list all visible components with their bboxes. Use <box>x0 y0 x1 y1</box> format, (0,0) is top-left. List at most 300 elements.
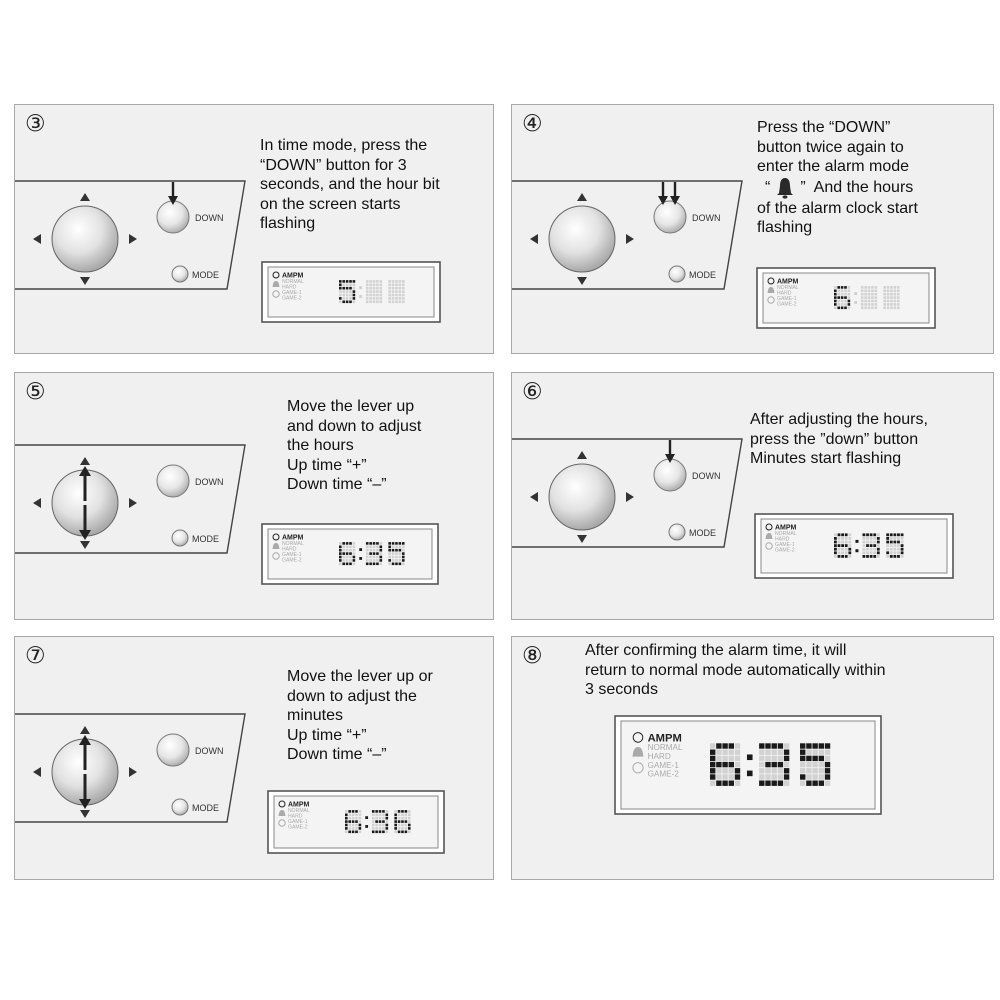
lcd-pixel-off <box>380 542 383 545</box>
lcd-pixel-on <box>897 541 900 544</box>
lcd-pixel-off <box>373 546 376 549</box>
lcd-pixel-on <box>877 537 880 540</box>
lcd-pixel-off <box>339 542 342 545</box>
lcd-pixel-off <box>398 817 401 820</box>
lcd-pixel-off <box>759 756 764 761</box>
lcd-display <box>261 523 439 590</box>
lcd-pixel-off <box>380 287 383 290</box>
lcd-pixel-off <box>848 544 851 547</box>
lcd-pixel-on <box>800 756 805 761</box>
lcd-pixel-off <box>346 559 349 562</box>
description-line: Down time “–” <box>287 476 387 493</box>
lcd-pixel-off <box>345 831 348 834</box>
lcd-pixel-off <box>871 307 874 310</box>
lcd-pixel-off <box>382 827 385 830</box>
lcd-pixel-on <box>845 544 848 547</box>
lcd-pixel-on <box>394 820 397 823</box>
lcd-colon-dot <box>855 549 858 552</box>
lcd-pixel-off <box>841 537 844 540</box>
lcd-pixel-off <box>838 548 841 551</box>
lcd-pixel-off <box>812 774 817 779</box>
joystick-ball <box>52 206 118 272</box>
lcd-pixel-on <box>349 280 352 283</box>
lcd-pixel-off <box>722 756 727 761</box>
lcd-pixel-off <box>382 824 385 827</box>
down-arrow-icon <box>80 810 90 818</box>
lcd-pixel-on <box>890 555 893 558</box>
lcd-colon-dot <box>747 754 753 760</box>
normal-label: NORMAL <box>777 285 799 291</box>
lcd-pixel-off <box>848 296 851 299</box>
step-panel-4 <box>511 104 994 354</box>
lcd-pixel-off <box>380 294 383 297</box>
lcd-pixel-off <box>735 762 740 767</box>
lcd-pixel-off <box>359 831 362 834</box>
lcd-pixel-on <box>353 290 356 293</box>
lcd-pixel-on <box>376 563 379 566</box>
lcd-pixel-on <box>841 544 844 547</box>
lcd-pixel-off <box>893 544 896 547</box>
lcd-pixel-off <box>893 551 896 554</box>
lcd-pixel-off <box>399 546 402 549</box>
joystick-ball <box>549 206 615 272</box>
lcd-pixel-off <box>349 284 352 287</box>
step-panel-8 <box>511 636 994 880</box>
lcd-pixel-off <box>348 817 351 820</box>
lcd-pixel-on <box>339 280 342 283</box>
lcd-pixel-off <box>369 294 372 297</box>
description-line: seconds, and the hour bit <box>260 176 440 193</box>
lcd-pixel-on <box>848 548 851 551</box>
lcd-pixel-off <box>380 552 383 555</box>
description-line: Up time “+” <box>287 726 367 744</box>
lcd-pixel-on <box>759 743 764 748</box>
lcd-pixel-off <box>735 756 740 761</box>
description-line: Move the lever up or <box>287 668 433 685</box>
lcd-pixel-on <box>819 756 824 761</box>
lcd-pixel-off <box>887 307 890 310</box>
lcd-pixel-on <box>346 280 349 283</box>
lcd-pixel-off <box>868 307 871 310</box>
lcd-pixel-off <box>352 824 355 827</box>
lcd-pixel-on <box>848 303 851 306</box>
lcd-colon-dot <box>359 548 362 551</box>
lcd-pixel-off <box>735 743 740 748</box>
lcd-pixel-off <box>388 556 391 559</box>
lcd-pixel-off <box>778 768 783 773</box>
lcd-pixel-on <box>841 296 844 299</box>
lcd-colon-dot <box>365 816 368 819</box>
lcd-pixel-off <box>897 537 900 540</box>
joystick-ball <box>549 464 615 530</box>
lcd-pixel-off <box>398 814 401 817</box>
description-line: Down time “–” <box>287 746 387 763</box>
lcd-pixel-on <box>812 756 817 761</box>
lcd-pixel-off <box>395 301 398 304</box>
lcd-pixel-off <box>837 293 840 296</box>
right-arrow-icon <box>626 234 634 244</box>
lcd-pixel-off <box>402 284 405 287</box>
lcd-pixel-off <box>349 546 352 549</box>
down-arrow-icon <box>80 541 90 549</box>
lcd-pixel-off <box>399 287 402 290</box>
down-button-label: DOWN <box>195 746 224 756</box>
left-arrow-icon <box>33 767 41 777</box>
lcd-pixel-off <box>877 533 880 536</box>
lcd-pixel-off <box>345 810 348 813</box>
ampm-label: AMPM <box>647 732 682 745</box>
lcd-pixel-off <box>871 293 874 296</box>
lcd-pixel-off <box>873 541 876 544</box>
lcd-pixel-off <box>388 284 391 287</box>
lcd-pixel-on <box>339 556 342 559</box>
step-panel-7 <box>14 636 494 880</box>
lcd-pixel-off <box>784 762 789 767</box>
lcd-pixel-off <box>399 284 402 287</box>
lcd-pixel-on <box>405 831 408 834</box>
lcd-pixel-off <box>886 544 889 547</box>
lcd-pixel-off <box>870 551 873 554</box>
lcd-pixel-off <box>873 551 876 554</box>
lcd-pixel-on <box>339 546 342 549</box>
lcd-pixel-on <box>729 743 734 748</box>
lcd-pixel-off <box>369 287 372 290</box>
lcd-pixel-off <box>369 559 372 562</box>
step-panel-6 <box>511 372 994 620</box>
lcd-pixel-off <box>353 542 356 545</box>
lcd-pixel-off <box>901 537 904 540</box>
lcd-pixel-on <box>339 559 342 562</box>
lcd-pixel-off <box>353 287 356 290</box>
lcd-pixel-off <box>897 290 900 293</box>
lcd-pixel-on <box>893 533 896 536</box>
lcd-pixel-off <box>373 556 376 559</box>
lcd-pixel-off <box>838 541 841 544</box>
lcd-pixel-off <box>392 556 395 559</box>
lcd-pixel-off <box>349 290 352 293</box>
lcd-pixel-on <box>346 287 349 290</box>
lcd-pixel-off <box>380 280 383 283</box>
lcd-pixel-off <box>841 293 844 296</box>
lcd-pixel-on <box>349 287 352 290</box>
mode-button-label: MODE <box>192 803 219 813</box>
lcd-pixel-off <box>372 817 375 820</box>
lcd-pixel-off <box>392 290 395 293</box>
game1-label: GAME-1 <box>282 290 302 296</box>
lcd-pixel-off <box>875 300 878 303</box>
lcd-pixel-on <box>342 542 345 545</box>
lcd-pixel-off <box>379 827 382 830</box>
lcd-pixel-on <box>710 750 715 755</box>
lcd-pixel-off <box>402 563 405 566</box>
lcd-pixel-off <box>388 294 391 297</box>
lcd-pixel-on <box>352 810 355 813</box>
lcd-pixel-off <box>806 762 811 767</box>
ampm-label: AMPM <box>288 801 310 809</box>
lcd-pixel-off <box>401 824 404 827</box>
lcd-pixel-on <box>402 556 405 559</box>
lcd-pixel-on <box>886 537 889 540</box>
step-number: ⑦ <box>25 643 46 669</box>
lcd-pixel-off <box>355 827 358 830</box>
lcd-pixel-on <box>784 768 789 773</box>
hard-label: HARD <box>775 536 790 543</box>
device-illustration <box>512 179 752 324</box>
lcd-pixel-off <box>373 284 376 287</box>
lcd-pixel-off <box>890 548 893 551</box>
lcd-pixel-off <box>784 781 789 786</box>
lcd-pixel-on <box>392 542 395 545</box>
lcd-pixel-off <box>399 290 402 293</box>
left-arrow-icon <box>33 234 41 244</box>
lcd-pixel-on <box>710 774 715 779</box>
ampm-label: AMPM <box>282 534 304 542</box>
lcd-pixel-on <box>837 286 840 289</box>
lcd-pixel-off <box>395 297 398 300</box>
lcd-pixel-off <box>353 284 356 287</box>
lcd-pixel-on <box>401 820 404 823</box>
down-arrow-icon <box>577 535 587 543</box>
lcd-pixel-on <box>339 297 342 300</box>
lcd-pixel-off <box>848 537 851 540</box>
down-button-shape <box>157 465 189 497</box>
lcd-pixel-off <box>784 743 789 748</box>
lcd-pixel-off <box>376 556 379 559</box>
lcd-pixel-off <box>897 296 900 299</box>
lcd-pixel-on <box>399 542 402 545</box>
lcd-pixel-off <box>392 287 395 290</box>
device-illustration <box>15 179 255 324</box>
lcd-pixel-on <box>886 551 889 554</box>
lcd-pixel-off <box>373 297 376 300</box>
lcd-pixel-on <box>353 294 356 297</box>
lcd-pixel-off <box>800 762 805 767</box>
lcd-pixel-off <box>894 286 897 289</box>
lcd-pixel-off <box>366 556 369 559</box>
lcd-pixel-on <box>863 533 866 536</box>
normal-label: NORMAL <box>282 279 304 285</box>
lcd-pixel-on <box>901 548 904 551</box>
down-button-shape <box>157 201 189 233</box>
step-panel-5 <box>14 372 494 620</box>
lcd-pixel-on <box>380 556 383 559</box>
lcd-pixel-on <box>348 820 351 823</box>
lcd-pixel-off <box>399 297 402 300</box>
lcd-pixel-off <box>373 287 376 290</box>
game1-label: GAME-1 <box>777 296 797 302</box>
lcd-pixel-on <box>345 817 348 820</box>
left-arrow-icon <box>530 234 538 244</box>
lcd-pixel-on <box>346 542 349 545</box>
lcd-pixel-on <box>359 827 362 830</box>
step-description <box>757 118 918 238</box>
lcd-pixel-off <box>405 817 408 820</box>
ampm-label: AMPM <box>775 524 797 532</box>
lcd-pixel-off <box>873 548 876 551</box>
lcd-pixel-off <box>375 817 378 820</box>
lcd-pixel-on <box>349 301 352 304</box>
step-number: ④ <box>522 111 543 137</box>
lcd-pixel-off <box>841 303 844 306</box>
description-line: Minutes start flashing <box>750 450 902 467</box>
lcd-colon-dot <box>359 295 362 298</box>
lcd-pixel-off <box>883 303 886 306</box>
normal-label: NORMAL <box>647 743 683 753</box>
lcd-pixel-on <box>379 810 382 813</box>
lcd-pixel-off <box>388 301 391 304</box>
lcd-pixel-on <box>901 544 904 547</box>
lcd-pixel-off <box>848 533 851 536</box>
lcd-pixel-off <box>729 774 734 779</box>
lcd-pixel-on <box>366 542 369 545</box>
lcd-pixel-on <box>806 743 811 748</box>
lcd-pixel-on <box>834 544 837 547</box>
lcd-pixel-off <box>366 552 369 555</box>
lcd-pixel-off <box>380 297 383 300</box>
lcd-pixel-off <box>339 290 342 293</box>
lcd-pixel-off <box>848 541 851 544</box>
lcd-pixel-on <box>845 533 848 536</box>
lcd-pixel-off <box>375 814 378 817</box>
lcd-pixel-off <box>765 750 770 755</box>
lcd-pixel-off <box>819 774 824 779</box>
lcd-pixel-off <box>864 290 867 293</box>
lcd-pixel-off <box>366 284 369 287</box>
lcd-pixel-off <box>887 290 890 293</box>
hard-label: HARD <box>288 813 303 820</box>
lcd-pixel-on <box>848 300 851 303</box>
lcd-pixel-off <box>800 781 805 786</box>
lcd-pixel-on <box>759 781 764 786</box>
lcd-pixel-off <box>376 287 379 290</box>
step-description <box>287 397 421 495</box>
lcd-pixel-off <box>353 552 356 555</box>
lcd-pixel-off <box>395 287 398 290</box>
mode-button-shape <box>669 524 685 540</box>
up-arrow-icon <box>80 457 90 465</box>
lcd-pixel-off <box>806 750 811 755</box>
lcd-pixel-off <box>392 280 395 283</box>
lcd-pixel-off <box>376 280 379 283</box>
description-line: flashing <box>260 215 316 232</box>
normal-label: NORMAL <box>775 531 797 537</box>
lcd-pixel-off <box>894 296 897 299</box>
lcd-pixel-off <box>395 556 398 559</box>
lcd-pixel-off <box>373 301 376 304</box>
lcd-pixel-off <box>729 756 734 761</box>
lcd-pixel-on <box>349 552 352 555</box>
lcd-pixel-off <box>399 301 402 304</box>
lcd-pixel-on <box>772 743 777 748</box>
lcd-pixel-on <box>834 293 837 296</box>
lcd-pixel-off <box>375 827 378 830</box>
lcd-pixel-on <box>339 287 342 290</box>
lcd-pixel-off <box>722 750 727 755</box>
lcd-pixel-on <box>353 297 356 300</box>
lcd-pixel-off <box>369 297 372 300</box>
lcd-pixel-off <box>352 814 355 817</box>
lcd-pixel-on <box>398 820 401 823</box>
lcd-pixel-off <box>380 301 383 304</box>
lcd-pixel-off <box>897 300 900 303</box>
lcd-pixel-off <box>868 286 871 289</box>
step-number: ⑥ <box>522 379 543 405</box>
lcd-pixel-on <box>716 762 721 767</box>
lcd-pixel-off <box>772 768 777 773</box>
game2-label: GAME-2 <box>288 824 308 831</box>
lcd-pixel-on <box>376 552 379 555</box>
lcd-pixel-off <box>772 756 777 761</box>
game1-label: GAME-1 <box>282 552 302 558</box>
lcd-pixel-on <box>395 549 398 552</box>
lcd-pixel-off <box>388 297 391 300</box>
lcd-pixel-on <box>392 549 395 552</box>
hard-label: HARD <box>777 290 792 297</box>
lcd-pixel-off <box>887 303 890 306</box>
lcd-pixel-on <box>841 555 844 558</box>
lcd-pixel-off <box>342 546 345 549</box>
lcd-pixel-on <box>405 810 408 813</box>
lcd-pixel-off <box>861 307 864 310</box>
lcd-pixel-off <box>376 290 379 293</box>
description-line: on the screen starts <box>260 195 401 213</box>
mode-button-label: MODE <box>689 528 716 538</box>
lcd-pixel-off <box>394 810 397 813</box>
lcd-pixel-on <box>349 563 352 566</box>
lcd-pixel-off <box>844 290 847 293</box>
lcd-pixel-off <box>863 544 866 547</box>
lcd-pixel-off <box>395 552 398 555</box>
lcd-pixel-off <box>366 290 369 293</box>
lcd-pixel-off <box>901 555 904 558</box>
lcd-pixel-on <box>778 762 783 767</box>
lcd-pixel-on <box>373 552 376 555</box>
lcd-pixel-off <box>883 290 886 293</box>
right-arrow-icon <box>129 498 137 508</box>
hard-label: HARD <box>282 546 297 553</box>
lcd-pixel-on <box>710 768 715 773</box>
lcd-pixel-on <box>345 827 348 830</box>
right-arrow-icon <box>129 767 137 777</box>
lcd-pixel-off <box>887 300 890 303</box>
lcd-pixel-off <box>866 537 869 540</box>
lcd-pixel-off <box>883 296 886 299</box>
lcd-pixel-on <box>837 307 840 310</box>
lcd-pixel-off <box>870 548 873 551</box>
lcd-pixel-on <box>388 542 391 545</box>
description-line: down to adjust the <box>287 687 417 705</box>
lcd-pixel-on <box>834 541 837 544</box>
lcd-pixel-off <box>402 290 405 293</box>
down-button-label: DOWN <box>692 213 721 223</box>
lcd-pixel-on <box>848 551 851 554</box>
lcd-pixel-off <box>866 541 869 544</box>
lcd-pixel-off <box>402 301 405 304</box>
description-line: 3 seconds <box>585 681 658 698</box>
lcd-pixel-off <box>778 774 783 779</box>
lcd-pixel-off <box>376 559 379 562</box>
lcd-pixel-on <box>408 824 411 827</box>
lcd-pixel-off <box>402 546 405 549</box>
lcd-pixel-off <box>819 768 824 773</box>
lcd-pixel-off <box>399 556 402 559</box>
lcd-pixel-off <box>399 552 402 555</box>
lcd-pixel-off <box>395 284 398 287</box>
lcd-pixel-on <box>812 781 817 786</box>
lcd-pixel-off <box>353 563 356 566</box>
lcd-pixel-off <box>710 743 715 748</box>
lcd-pixel-off <box>408 820 411 823</box>
